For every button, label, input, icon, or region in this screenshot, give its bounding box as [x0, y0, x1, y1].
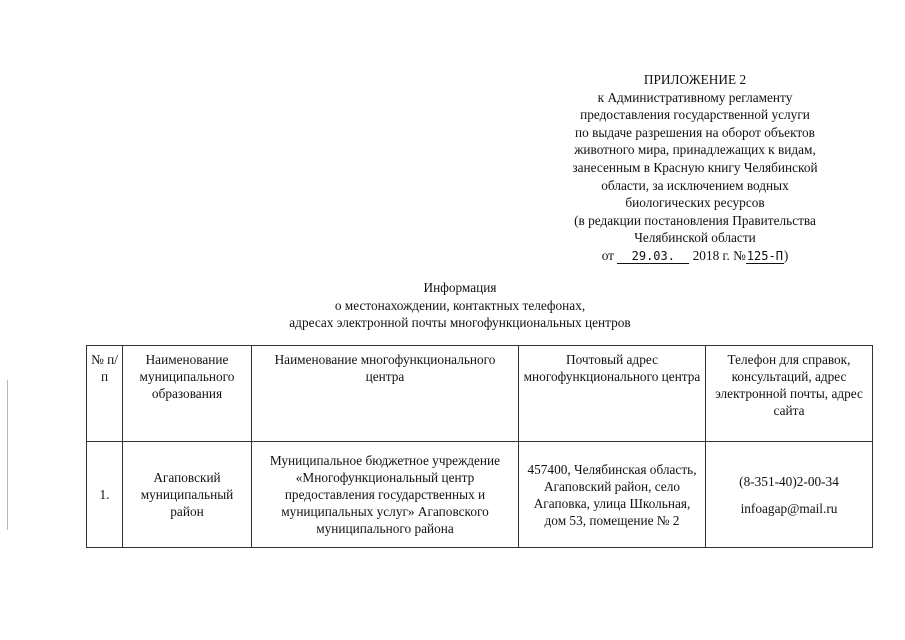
cell-address: 457400, Челябинская область, Агаповский район, село Агаповка, улица Школьная, дом 53, помещение № 2	[519, 442, 706, 548]
email-text: infoagap@mail.ru	[740, 500, 838, 516]
appendix-title: ПРИЛОЖЕНИЕ 2	[643, 72, 747, 87]
cell-contacts	[706, 442, 873, 548]
info-heading	[230, 279, 690, 332]
header-contacts: Телефон для справок, консультаций, адрес электронной почты, адрес сайта	[706, 346, 873, 442]
header-number: № п/п	[87, 346, 123, 442]
info-heading-title: Информация	[423, 280, 497, 295]
appendix-line: биологических ресурсов	[625, 195, 765, 211]
info-heading-line: о местонахождении, контактных телефонах,	[334, 297, 586, 313]
appendix-line: к Административному регламенту	[597, 89, 793, 105]
year-text: 2018 г. №	[692, 247, 746, 263]
appendix-line: предоставления государственной услуги	[580, 107, 810, 123]
info-heading-line: адресах электронной почты многофункциональных центров	[289, 315, 631, 331]
closing-paren: )	[783, 247, 789, 263]
appendix-line: Челябинской области	[634, 230, 756, 246]
handwritten-date: 29.03.	[617, 249, 689, 264]
phone-text: (8-351-40)2-00-34	[739, 473, 839, 489]
header-address: Почтовый адрес многофункционального центра	[519, 346, 706, 442]
header-center: Наименование многофункционального центра	[252, 346, 519, 442]
appendix-line: занесенным в Красную книгу Челябинской	[572, 159, 818, 175]
table-header-row	[87, 346, 873, 442]
cell-municipality: Агаповский муниципальный район	[123, 442, 252, 548]
appendix-block	[525, 71, 865, 265]
mfc-table	[86, 345, 873, 548]
table-row	[87, 442, 873, 548]
scan-margin-line	[7, 380, 8, 530]
appendix-line: (в редакции постановления Правительства	[574, 212, 816, 228]
cell-number: 1.	[87, 442, 123, 548]
handwritten-number: 125-П	[746, 248, 783, 263]
header-municipality: Наименование муниципального образования	[123, 346, 252, 442]
appendix-line: животного мира, принадлежащих к видам,	[574, 142, 816, 158]
appendix-line: по выдаче разрешения на оборот объектов	[575, 124, 815, 140]
date-prefix: от	[601, 247, 614, 263]
cell-center: Муниципальное бюджетное учреждение «Многофункциональный центр предоставления государственных и муниципальных услуг» Агаповского муниципального района	[252, 442, 519, 548]
appendix-line: области, за исключением водных	[601, 177, 789, 193]
resolution-date-line	[525, 247, 865, 265]
